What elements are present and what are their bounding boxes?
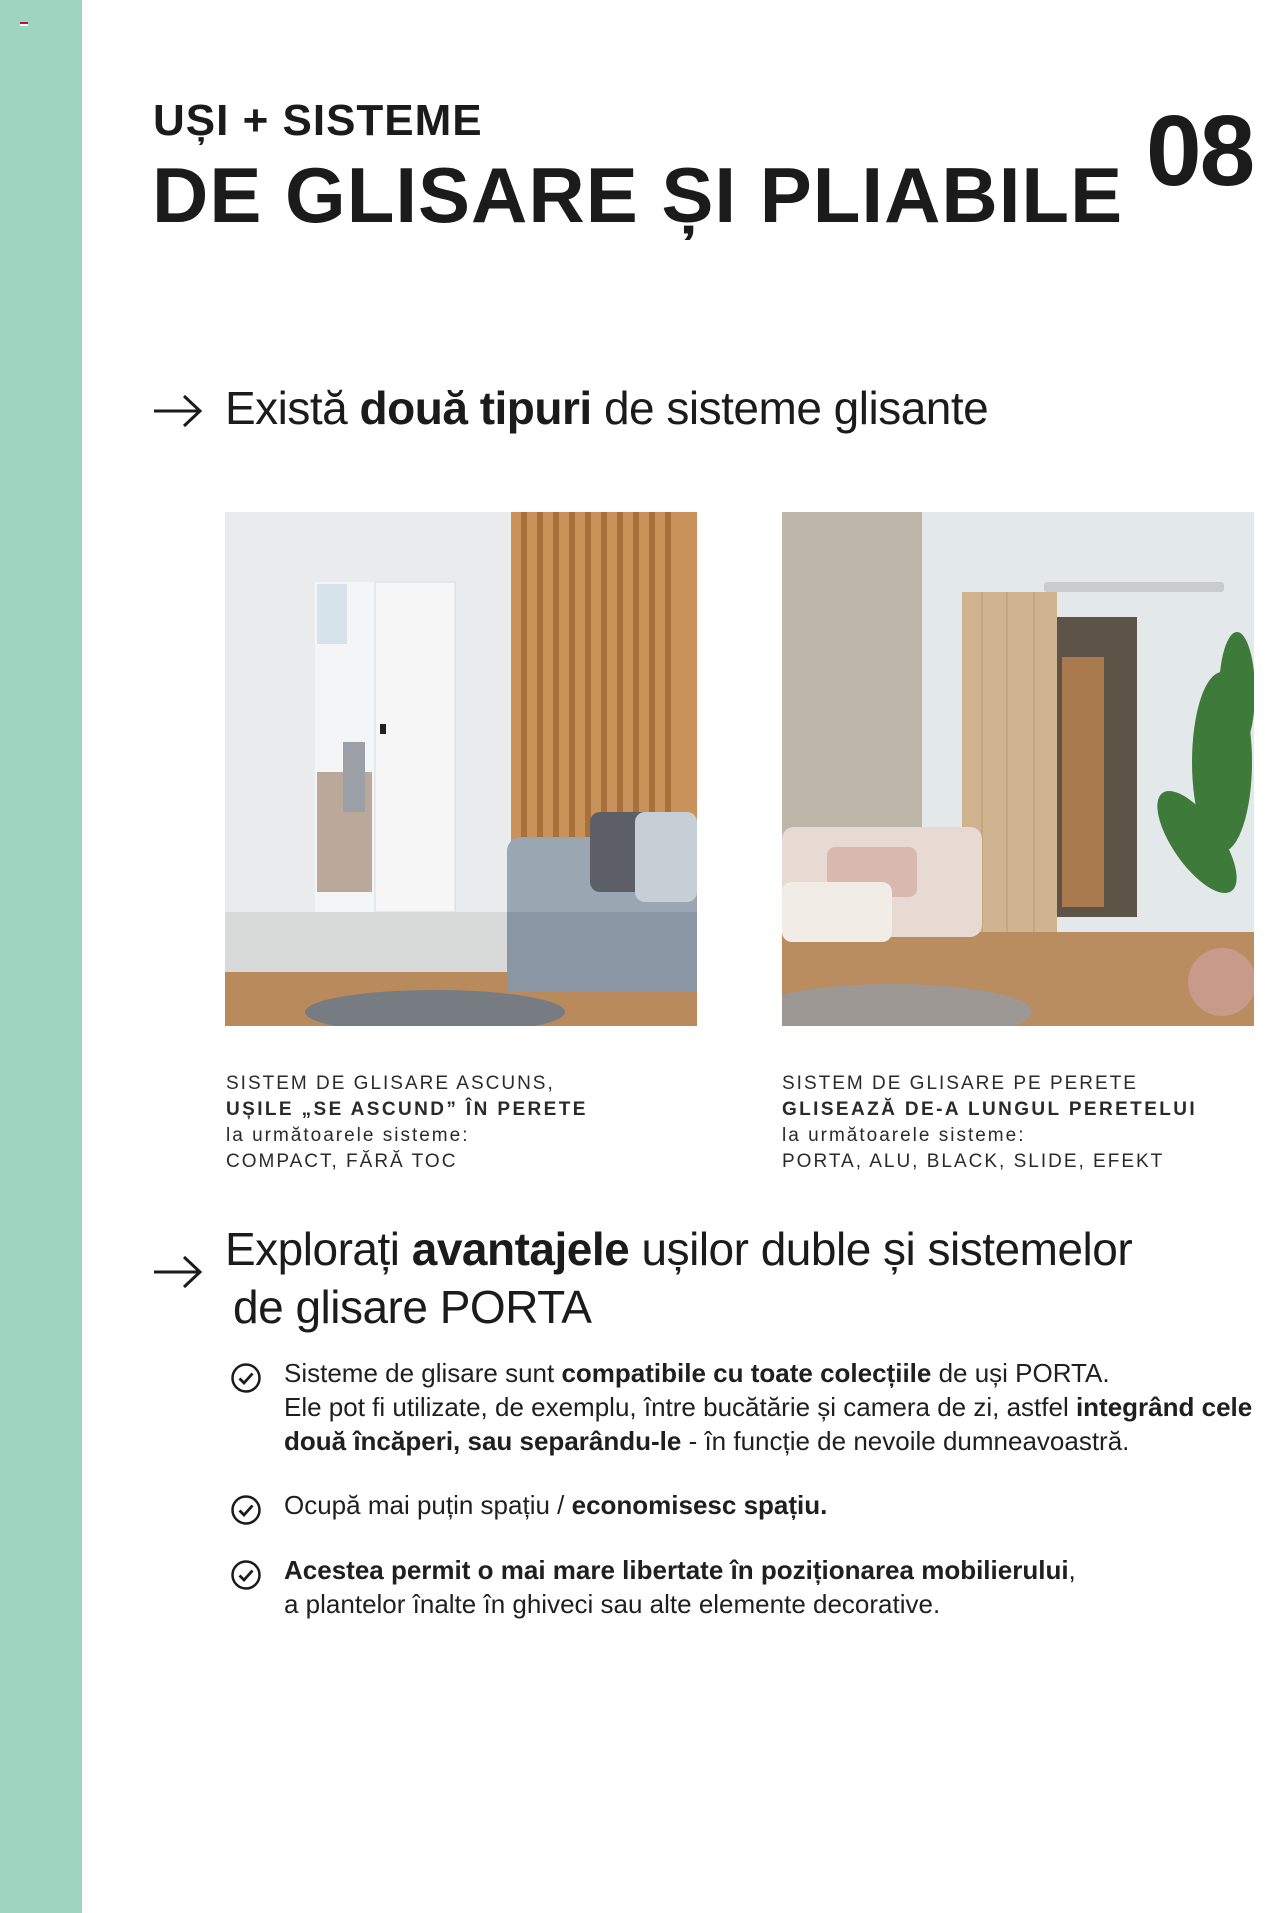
text: , bbox=[1068, 1555, 1076, 1585]
caption-line: COMPACT, FĂRĂ TOC bbox=[226, 1151, 458, 1172]
heading-text: Există bbox=[225, 382, 360, 434]
text: Sisteme de glisare sunt bbox=[284, 1358, 562, 1388]
text: - în funcție de nevoile dumneavoastră. bbox=[681, 1426, 1130, 1456]
heading-bold-text: avantajele bbox=[411, 1223, 630, 1275]
title-big: DE GLISARE ȘI PLIABILE bbox=[152, 151, 1124, 239]
bold-text: Acestea permit o mai mare libertate în poziționarea mobilierului bbox=[284, 1555, 1069, 1585]
photo-wall-sliding-door bbox=[782, 512, 1254, 1026]
page-number: 08 bbox=[1146, 95, 1254, 207]
text: Ocupă mai puțin spațiu / bbox=[284, 1490, 572, 1520]
arrow-right-icon bbox=[152, 1254, 204, 1290]
caption-wall-system bbox=[782, 1071, 1197, 1175]
bold-text: economisesc spațiu. bbox=[571, 1490, 828, 1520]
sidebar-stripe bbox=[0, 0, 82, 1913]
text: de uși PORTA. bbox=[931, 1358, 1110, 1388]
text: a plantelor înalte în ghiveci sau alte elemente decorative. bbox=[284, 1589, 941, 1619]
check-circle-icon bbox=[230, 1559, 262, 1591]
section1-heading bbox=[225, 381, 988, 436]
benefit-text bbox=[284, 1553, 1274, 1621]
arrow-right-icon bbox=[152, 393, 204, 429]
bold-text: compatibile cu toate colecțiile bbox=[561, 1358, 932, 1388]
caption-line: SISTEM DE GLISARE ASCUNS, bbox=[226, 1073, 555, 1094]
heading-bold-text: două tipuri bbox=[359, 382, 592, 434]
title-small: UȘI + SISTEME bbox=[153, 96, 483, 145]
benefit-text bbox=[284, 1488, 1274, 1522]
caption-hidden-system bbox=[226, 1071, 588, 1175]
caption-line: PORTA, ALU, BLACK, SLIDE, EFEKT bbox=[782, 1151, 1165, 1172]
photo-hidden-sliding-door bbox=[225, 512, 697, 1026]
caption-line: la următoarele sisteme: bbox=[226, 1125, 470, 1146]
flag-icon bbox=[20, 22, 28, 27]
caption-line: SISTEM DE GLISARE PE PERETE bbox=[782, 1073, 1138, 1094]
check-circle-icon bbox=[230, 1362, 262, 1394]
heading-line2: de glisare PORTA bbox=[233, 1281, 592, 1333]
caption-bold-line: UȘILE „SE ASCUND” ÎN PERETE bbox=[226, 1099, 588, 1120]
caption-line: la următoarele sisteme: bbox=[782, 1125, 1026, 1146]
section2-heading bbox=[225, 1220, 1132, 1336]
text: Ele pot fi utilizate, de exemplu, între bucătărie și camera de zi, astfel bbox=[284, 1392, 1076, 1422]
benefit-text bbox=[284, 1356, 1274, 1458]
heading-text: ușilor duble și sistemelor bbox=[629, 1223, 1133, 1275]
bold-text: integrând cele două încăperi, sau separându-le bbox=[284, 1392, 1253, 1456]
heading-text: Explorați bbox=[225, 1223, 412, 1275]
heading-text: de sisteme glisante bbox=[591, 382, 989, 434]
check-circle-icon bbox=[230, 1494, 262, 1526]
caption-bold-line: GLISEAZĂ DE-A LUNGUL PERETELUI bbox=[782, 1099, 1198, 1120]
